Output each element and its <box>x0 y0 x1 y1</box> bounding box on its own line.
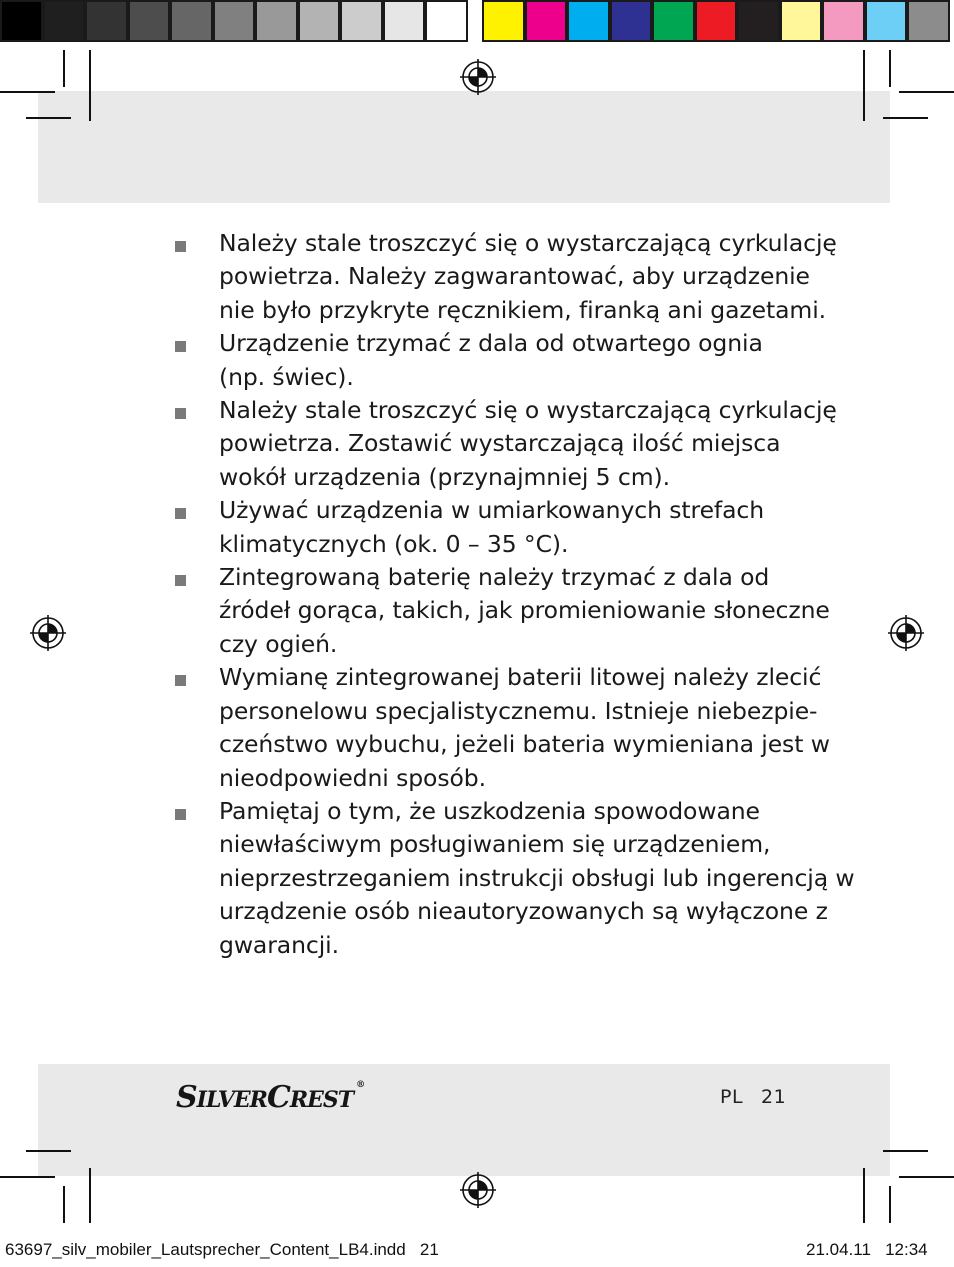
square-bullet-icon <box>175 341 186 352</box>
bottom-gray-band <box>38 1064 890 1176</box>
text-line: czeństwo wybuchu, jeżeli bateria wymieniana jest w <box>219 730 830 759</box>
crop-mark <box>26 117 71 119</box>
text-line: źródeł gorąca, takich, jak promieniowanie słoneczne <box>219 596 830 625</box>
text-line: Wymianę zintegrowanej baterii litowej należy zlecić <box>219 663 822 692</box>
text-line: Pamiętaj o tym, że uszkodzenia spowodowane <box>219 796 760 825</box>
list-item <box>172 327 792 394</box>
text-line: czy ogień. <box>219 629 338 658</box>
color-swatch <box>822 0 865 42</box>
square-bullet-icon <box>175 809 186 820</box>
text-line: klimatycznych (ok. 0 – 35 °C). <box>219 529 569 558</box>
color-swatch <box>695 0 738 42</box>
crop-mark <box>0 91 55 93</box>
color-swatch <box>907 0 950 42</box>
color-swatch <box>737 0 780 42</box>
text-line: urządzenie osób nieautoryzowanych są wyłączone z <box>219 897 828 926</box>
list-item <box>172 494 792 561</box>
color-swatch <box>425 0 468 42</box>
color-swatch <box>43 0 86 42</box>
square-bullet-icon <box>175 241 186 252</box>
list-item <box>172 394 837 494</box>
color-swatch <box>610 0 653 42</box>
crop-mark <box>0 1176 55 1178</box>
text-line: nie było przykryte ręcznikiem, firanką ani gazetami. <box>219 295 827 324</box>
crop-mark <box>883 1150 928 1152</box>
text-line: nieodpowiedni sposób. <box>219 763 486 792</box>
print-slug-filename: 63697_silv_mobiler_Lautsprecher_Content_LB4.indd 21 <box>5 1240 439 1259</box>
text-line: powietrza. Należy zagwarantować, aby urządzenie <box>219 262 810 291</box>
top-gray-band <box>38 91 890 203</box>
page-number: 21 <box>761 1086 787 1108</box>
text-line: Należy stale troszczyć się o wystarczającą cyrkulację <box>219 396 837 425</box>
safety-instructions-list <box>172 227 855 962</box>
color-calibration-bar <box>482 0 950 46</box>
crop-mark <box>63 1186 65 1223</box>
text-line: Należy stale troszczyć się o wystarczającą cyrkulację <box>219 229 837 257</box>
registration-target-icon <box>30 615 66 651</box>
crop-mark <box>89 1168 91 1223</box>
color-swatch <box>780 0 823 42</box>
color-swatch <box>652 0 695 42</box>
square-bullet-icon <box>175 508 186 519</box>
crop-mark <box>26 1150 71 1152</box>
crop-mark <box>899 1176 954 1178</box>
square-bullet-icon <box>175 408 186 419</box>
registration-target-icon <box>460 1172 496 1208</box>
list-item <box>172 561 830 661</box>
crop-mark <box>889 1186 891 1223</box>
list-item <box>172 227 837 327</box>
color-swatch <box>865 0 908 42</box>
color-swatch <box>383 0 426 42</box>
color-swatch <box>567 0 610 42</box>
registration-target-icon <box>460 59 496 95</box>
color-swatch <box>298 0 341 42</box>
color-swatch <box>255 0 298 42</box>
square-bullet-icon <box>175 675 186 686</box>
crop-mark <box>63 50 65 87</box>
language-code: PL <box>720 1086 744 1108</box>
crop-mark <box>883 117 928 119</box>
crop-mark <box>889 50 891 87</box>
print-slug-timestamp: 21.04.11 12:34 <box>806 1240 928 1259</box>
text-line: Zintegrowaną baterię należy trzymać z dala od <box>219 563 770 592</box>
grayscale-calibration-bar <box>0 0 468 46</box>
color-swatch <box>213 0 256 42</box>
page-number-label <box>720 1086 786 1108</box>
text-line: Urządzenie trzymać z dala od otwartego ognia <box>219 329 763 358</box>
color-swatch <box>0 0 43 42</box>
crop-mark <box>863 1168 865 1223</box>
text-line: niewłaściwym posługiwaniem się urządzeniem, <box>219 830 771 859</box>
color-swatch <box>170 0 213 42</box>
color-swatch <box>85 0 128 42</box>
crop-mark <box>89 50 91 121</box>
registration-target-icon <box>888 615 924 651</box>
color-swatch <box>128 0 171 42</box>
square-bullet-icon <box>175 575 186 586</box>
color-swatch <box>482 0 525 42</box>
silvercrest-logo: SILVERCREST® <box>176 1080 365 1115</box>
text-line: personelowu specjalistycznemu. Istnieje niebezpie- <box>219 696 818 725</box>
crop-mark <box>899 91 954 93</box>
text-line: wokół urządzenia (przynajmniej 5 cm). <box>219 462 670 491</box>
text-line: powietrza. Zostawić wystarczającą ilość miejsca <box>219 429 781 458</box>
text-line: Używać urządzenia w umiarkowanych strefach <box>219 496 765 525</box>
text-line: gwarancji. <box>219 930 339 959</box>
text-line: nieprzestrzeganiem instrukcji obsługi lub ingerencją w <box>219 863 855 892</box>
color-swatch <box>340 0 383 42</box>
list-item <box>172 661 830 795</box>
list-item <box>172 795 855 962</box>
color-swatch <box>525 0 568 42</box>
crop-mark <box>863 50 865 121</box>
text-line: (np. świec). <box>219 362 354 391</box>
